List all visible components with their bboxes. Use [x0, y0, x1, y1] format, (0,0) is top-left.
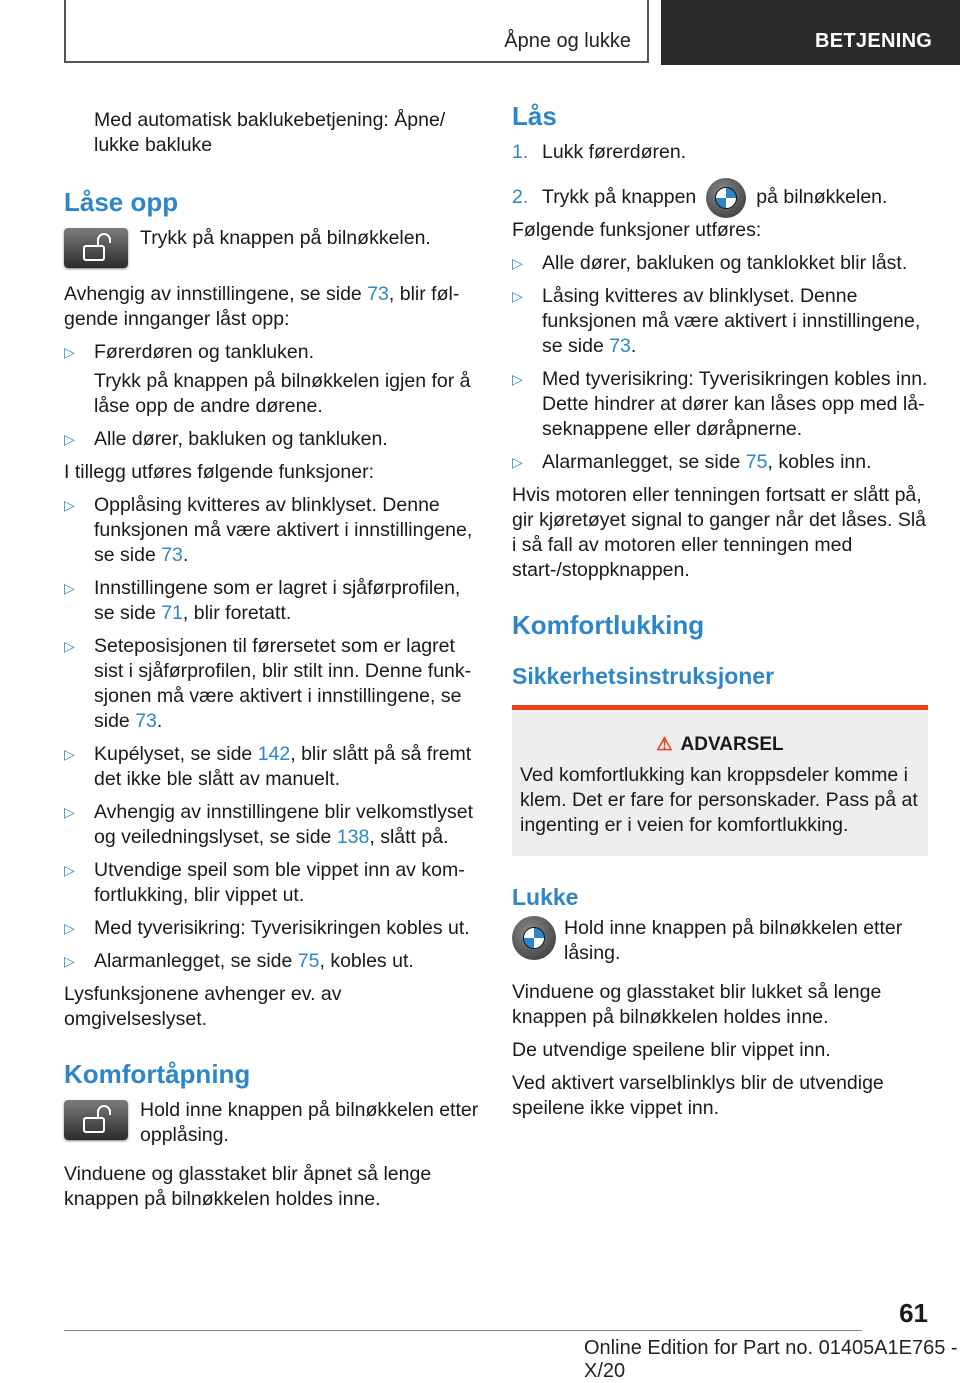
triangle-bullet-icon: ▷	[64, 920, 75, 936]
triangle-bullet-icon: ▷	[64, 862, 75, 878]
unlock-key-icon	[64, 1100, 128, 1140]
lock-follow: Følgende funksjoner utføres:	[512, 218, 762, 241]
page-link[interactable]: 73	[161, 544, 183, 566]
comfort-open-key-row	[64, 1098, 482, 1148]
list-item: 2. Trykk på knappen på bilnøkkelen.	[512, 177, 928, 218]
page-link[interactable]: 73	[135, 710, 157, 732]
list-item: ▷ Låsing kvitteres av blinklyset. Denne funksjonen må være aktivert i innstillingene, se side 73.	[512, 284, 921, 357]
left-column	[64, 108, 482, 1212]
list-item: ▷ Seteposisjonen til førersetet som er lagret sist i sjåførprofilen, blir stilt inn. Denne funksjonen må være aktivert i innstillingene, se side 73.	[64, 635, 472, 732]
unlock-also: I tillegg utføres følgende funksjoner:	[64, 461, 374, 483]
list-item: ▷ Alle dører, bakluken og tanklokket blir låst.	[512, 251, 908, 274]
warning-box	[512, 705, 928, 856]
page-link[interactable]: 71	[161, 602, 183, 624]
lock-steps	[512, 140, 928, 218]
page-link[interactable]: 75	[297, 950, 320, 972]
close-text-2: De utvendige speilene blir vippet inn.	[512, 1038, 831, 1061]
close-text-1: Vinduene og glasstaket blir lukket så lenge knappen på bilnøkkelen holdes inne.	[512, 980, 882, 1028]
triangle-bullet-icon: ▷	[512, 254, 523, 271]
heading-comfort-open: Komfortåpning	[64, 1059, 251, 1089]
list-item: ▷ Alarmanlegget, se side 75, kobles inn.	[512, 450, 872, 473]
page-link[interactable]: 73	[609, 334, 631, 357]
triangle-bullet-icon: ▷	[64, 431, 75, 447]
heading-unlock: Låse opp	[64, 187, 179, 217]
comfort-open-key-text: Hold inne knappen på bilnøkkelen etter opplåsing.	[140, 1099, 479, 1146]
close-key-text: Hold inne knappen på bilnøkkelen etter låsing.	[564, 916, 903, 964]
header-section-title: Åpne og lukke	[504, 30, 631, 52]
list-item: ▷ Alarmanlegget, se side 75, kobles ut.	[64, 950, 414, 972]
page-link[interactable]: 75	[745, 450, 768, 473]
page-number: 61	[899, 1298, 928, 1328]
list-item: ▷ Kupélyset, se side 142, blir slått på så fremt det ikke ble slått av manuelt.	[64, 743, 472, 790]
close-text-3: Ved aktivert varselblinklys blir de utvendige speilene ikke vippet inn.	[512, 1071, 884, 1119]
footer-edition: Online Edition for Part no. 01405A1E765 - X/20	[584, 1337, 958, 1382]
intro-line-1: Med automatisk baklukebetjening: Åpne/	[94, 109, 446, 131]
list-item: ▷ Avhengig av innstillingene blir velkomstlyset og veiledningslyset, se side 138, slått på.	[64, 801, 474, 848]
unlock-dependency: Avhengig av innstillingene, se side 73, blir følgende innganger låst opp:	[64, 283, 460, 330]
bmw-key-icon	[512, 916, 556, 960]
heading-lock: Lås	[512, 101, 557, 131]
list-item: ▷ Med tyverisikring: Tyverisikringen kobles ut.	[64, 917, 470, 939]
bmw-key-icon	[706, 178, 746, 218]
triangle-bullet-icon: ▷	[512, 370, 523, 387]
warning-title: ⚠ ADVARSEL	[656, 733, 784, 755]
triangle-bullet-icon: ▷	[64, 804, 75, 820]
heading-safety: Sikkerhetsinstruksjoner	[512, 662, 775, 689]
triangle-bullet-icon: ▷	[64, 344, 75, 360]
heading-close: Lukke	[512, 883, 579, 910]
unlock-functions-list	[64, 493, 482, 974]
comfort-open-text: Vinduene og glasstaket blir åpnet så lenge knappen på bilnøkkelen holdes inne.	[64, 1163, 432, 1210]
triangle-bullet-icon: ▷	[64, 953, 75, 969]
list-item: 1. Lukk førerdøren.	[512, 141, 687, 163]
triangle-bullet-icon: ▷	[512, 287, 523, 304]
triangle-bullet-icon: ▷	[64, 580, 75, 596]
footer-divider	[64, 1330, 862, 1331]
list-item: ▷ Førerdøren og tankluken. Trykk på knappen på bilnøkkelen igjen for å låse opp de andre dørene.	[64, 341, 471, 417]
list-item: ▷ Innstillingene som er lagret i sjåførprofilen, se side 71, blir foretatt.	[64, 577, 461, 624]
unlock-key-row	[64, 226, 482, 280]
list-item: ▷ Opplåsing kvitteres av blinklyset. Denne funksjonen må være aktivert i innstillingene, se side 73.	[64, 494, 473, 566]
unlock-key-text: Trykk på knappen på bilnøkkelen.	[140, 227, 431, 249]
page-link[interactable]: 142	[257, 743, 291, 765]
list-item: ▷ Med tyverisikring: Tyverisikringen kobles inn. Dette hindrer at dører kan låses opp med låseknappene eller døråpnerne.	[512, 367, 928, 440]
lock-list	[512, 251, 928, 475]
heading-comfort-close: Komfortlukking	[512, 609, 705, 640]
triangle-bullet-icon: ▷	[64, 497, 75, 513]
page-link[interactable]: 73	[367, 283, 389, 305]
warning-triangle-icon: ⚠	[656, 733, 673, 754]
close-key-row	[512, 916, 928, 966]
unlock-list	[64, 340, 482, 452]
unlock-key-icon	[64, 228, 128, 268]
header-chapter-tab: BETJENING	[661, 0, 960, 65]
list-item: ▷ Utvendige speil som ble vippet inn av komfortlukking, blir vippet ut.	[64, 859, 465, 906]
lock-engine-note: Hvis motoren eller tenningen fortsatt er slått på, gir kjøretøyet signal to ganger når det låses. Slå i så fall av motoren eller tenningen med start-/stoppknappen.	[512, 483, 927, 581]
right-column	[512, 100, 928, 1121]
warning-text: Ved komfortlukking kan kroppsdeler komme i klem. Det er fare for personskader. Pass på at ingenting er i veien for komfortlukking.	[520, 763, 918, 836]
triangle-bullet-icon: ▷	[512, 453, 523, 470]
list-item: ▷ Alle dører, bakluken og tankluken.	[64, 428, 388, 450]
triangle-bullet-icon: ▷	[64, 638, 75, 654]
triangle-bullet-icon: ▷	[64, 746, 75, 762]
page-link[interactable]: 138	[336, 826, 370, 848]
light-note: Lysfunksjonene avhenger ev. av omgivelseslyset.	[64, 983, 342, 1030]
intro-line-2: lukke bakluke	[94, 134, 213, 156]
